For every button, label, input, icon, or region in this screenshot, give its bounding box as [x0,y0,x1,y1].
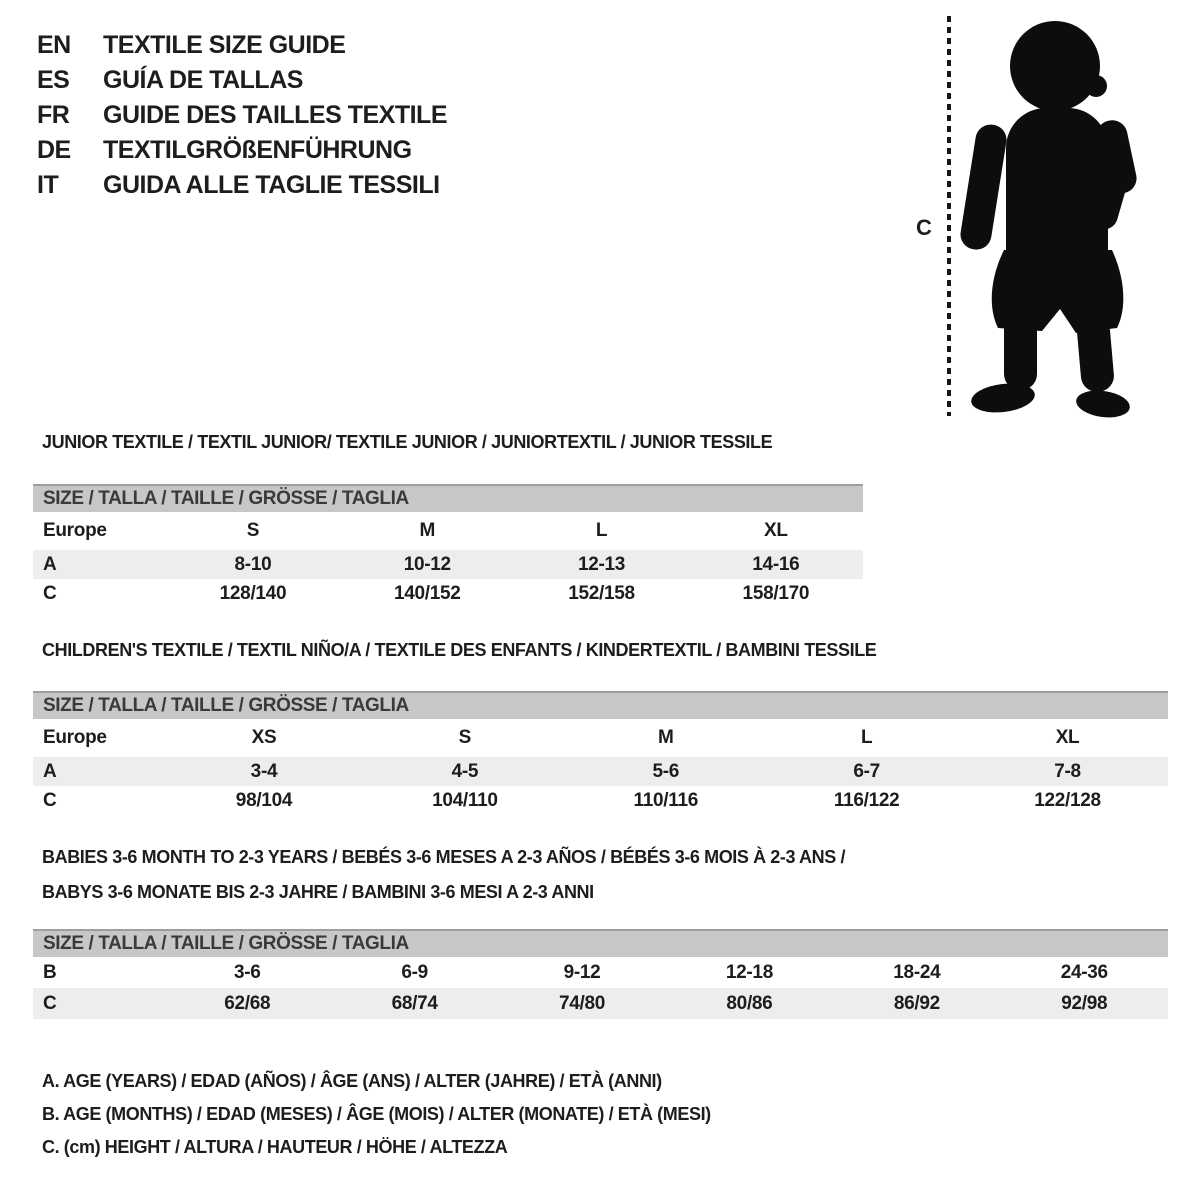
column-header: XL [764,520,788,541]
column-header: S [246,520,260,541]
babies-section-heading [42,840,845,910]
junior-size-table-block [33,484,863,608]
column-header: XL [1055,727,1080,748]
table-cell: 12-18 [725,961,773,983]
table-cell: 152/158 [568,582,635,604]
language-code: ES [37,66,70,94]
row-label: C [43,789,57,811]
title-block [37,28,447,203]
column-header: XS [251,727,277,748]
table-cell: 4-5 [451,760,479,782]
column-header: L [595,520,608,541]
babies-heading-line-1: BABIES 3-6 MONTH TO 2-3 YEARS / BEBÉS 3-6 MESES A 2-3 AÑOS / BÉBÉS 3-6 MOIS À 2-3 ANS / [42,847,846,867]
height-measure-label: C [916,215,932,240]
language-code: EN [37,31,71,59]
table-cell: 6-7 [853,760,880,782]
title-row-es [37,63,447,98]
row-label: A [43,553,57,575]
table-row [33,786,1168,815]
table-row [33,988,1168,1019]
table-row [33,579,863,608]
table-cell: 8-10 [234,553,272,575]
table-cell: 92/98 [1061,992,1108,1014]
legend-line-b: B. AGE (MONTHS) / EDAD (MESES) / ÂGE (MOIS) / ALTER (MONATE) / ETÀ (MESI) [42,1104,711,1124]
guide-title: TEXTILGRÖßENFÜHRUNG [103,136,412,164]
table-header-row [33,512,863,550]
toddler-silhouette-icon [960,12,1140,420]
title-row-en [37,28,447,63]
table-header-row [33,719,1168,757]
junior-size-table [33,512,863,608]
table-row [33,957,1168,988]
guide-title: GUIDE DES TAILLES TEXTILE [103,101,448,129]
title-row-it [37,168,447,203]
table-cell: 24-36 [1060,961,1108,983]
row-label: C [43,582,57,604]
table-cell: 12-13 [577,553,626,575]
babies-size-table [33,957,1168,1019]
table-cell: 110/116 [633,789,698,811]
column-header: S [458,727,472,748]
table-cell: 128/140 [219,582,287,604]
table-cell: 3-4 [250,760,278,782]
table-row [33,757,1168,786]
table-cell: 9-12 [563,961,601,983]
column-header: M [419,520,435,541]
language-code: DE [37,136,71,164]
row-label: A [43,760,57,782]
table-cell: 7-8 [1054,760,1081,782]
table-cell: 86/92 [893,992,940,1014]
table-cell: 6-9 [401,961,428,983]
table-cell: 98/104 [235,789,293,811]
table-cell: 116/122 [833,789,900,811]
babies-size-table-block [33,929,1168,1019]
children-section-heading: CHILDREN'S TEXTILE / TEXTIL NIÑO/A / TEXTILE DES ENFANTS / KINDERTEXTIL / BAMBINI TESSILE [42,640,877,660]
column-header: Europe [43,727,107,748]
table-cell: 122/128 [1034,789,1101,811]
table-cell: 62/68 [224,992,271,1014]
table-cell: 104/110 [432,789,498,811]
table-row [33,550,863,579]
legend-line-a: A. AGE (YEARS) / EDAD (AÑOS) / ÂGE (ANS) / ALTER (JAHRE) / ETÀ (ANNI) [42,1071,662,1091]
table-cell: 14-16 [752,553,800,575]
language-code: IT [37,171,59,199]
children-size-table-block [33,691,1168,815]
babies-heading-line-2: BABYS 3-6 MONATE BIS 2-3 JAHRE / BAMBINI 3-6 MESI A 2-3 ANNI [42,882,594,902]
guide-title: TEXTILE SIZE GUIDE [103,31,346,59]
table-cell: 68/74 [391,992,438,1014]
guide-title: GUÍA DE TALLAS [103,66,303,94]
size-bar [33,691,1168,719]
junior-section-heading: JUNIOR TEXTILE / TEXTIL JUNIOR/ TEXTILE JUNIOR / JUNIORTEXTIL / JUNIOR TESSILE [42,432,773,452]
table-cell: 3-6 [233,961,261,983]
row-label: C [43,992,57,1014]
children-size-table [33,719,1168,815]
row-label: B [43,961,57,983]
table-cell: 18-24 [893,961,941,983]
height-dashed-line [947,16,951,416]
language-code: FR [37,101,70,129]
table-cell: 10-12 [403,553,451,575]
size-bar-label: SIZE / TALLA / TAILLE / GRÖSSE / TAGLIA [43,933,409,954]
title-row-de [37,133,447,168]
table-cell: 5-6 [652,760,680,782]
column-header: L [860,727,873,748]
column-header: M [657,727,674,748]
table-cell: 80/86 [726,992,773,1014]
size-bar [33,929,1168,957]
table-cell: 158/170 [742,582,810,604]
table-cell: 140/152 [393,582,461,604]
title-row-fr [37,98,447,133]
guide-title: GUIDA ALLE TAGLIE TESSILI [103,171,440,199]
legend-line-c: C. (cm) HEIGHT / ALTURA / HAUTEUR / HÖHE / ALTEZZA [42,1137,508,1157]
size-bar-label: SIZE / TALLA / TAILLE / GRÖSSE / TAGLIA [43,695,409,716]
legend-block [42,1065,711,1164]
size-bar-label: SIZE / TALLA / TAILLE / GRÖSSE / TAGLIA [43,488,409,509]
table-cell: 74/80 [559,992,606,1014]
size-bar [33,484,863,512]
column-header: Europe [43,520,107,541]
